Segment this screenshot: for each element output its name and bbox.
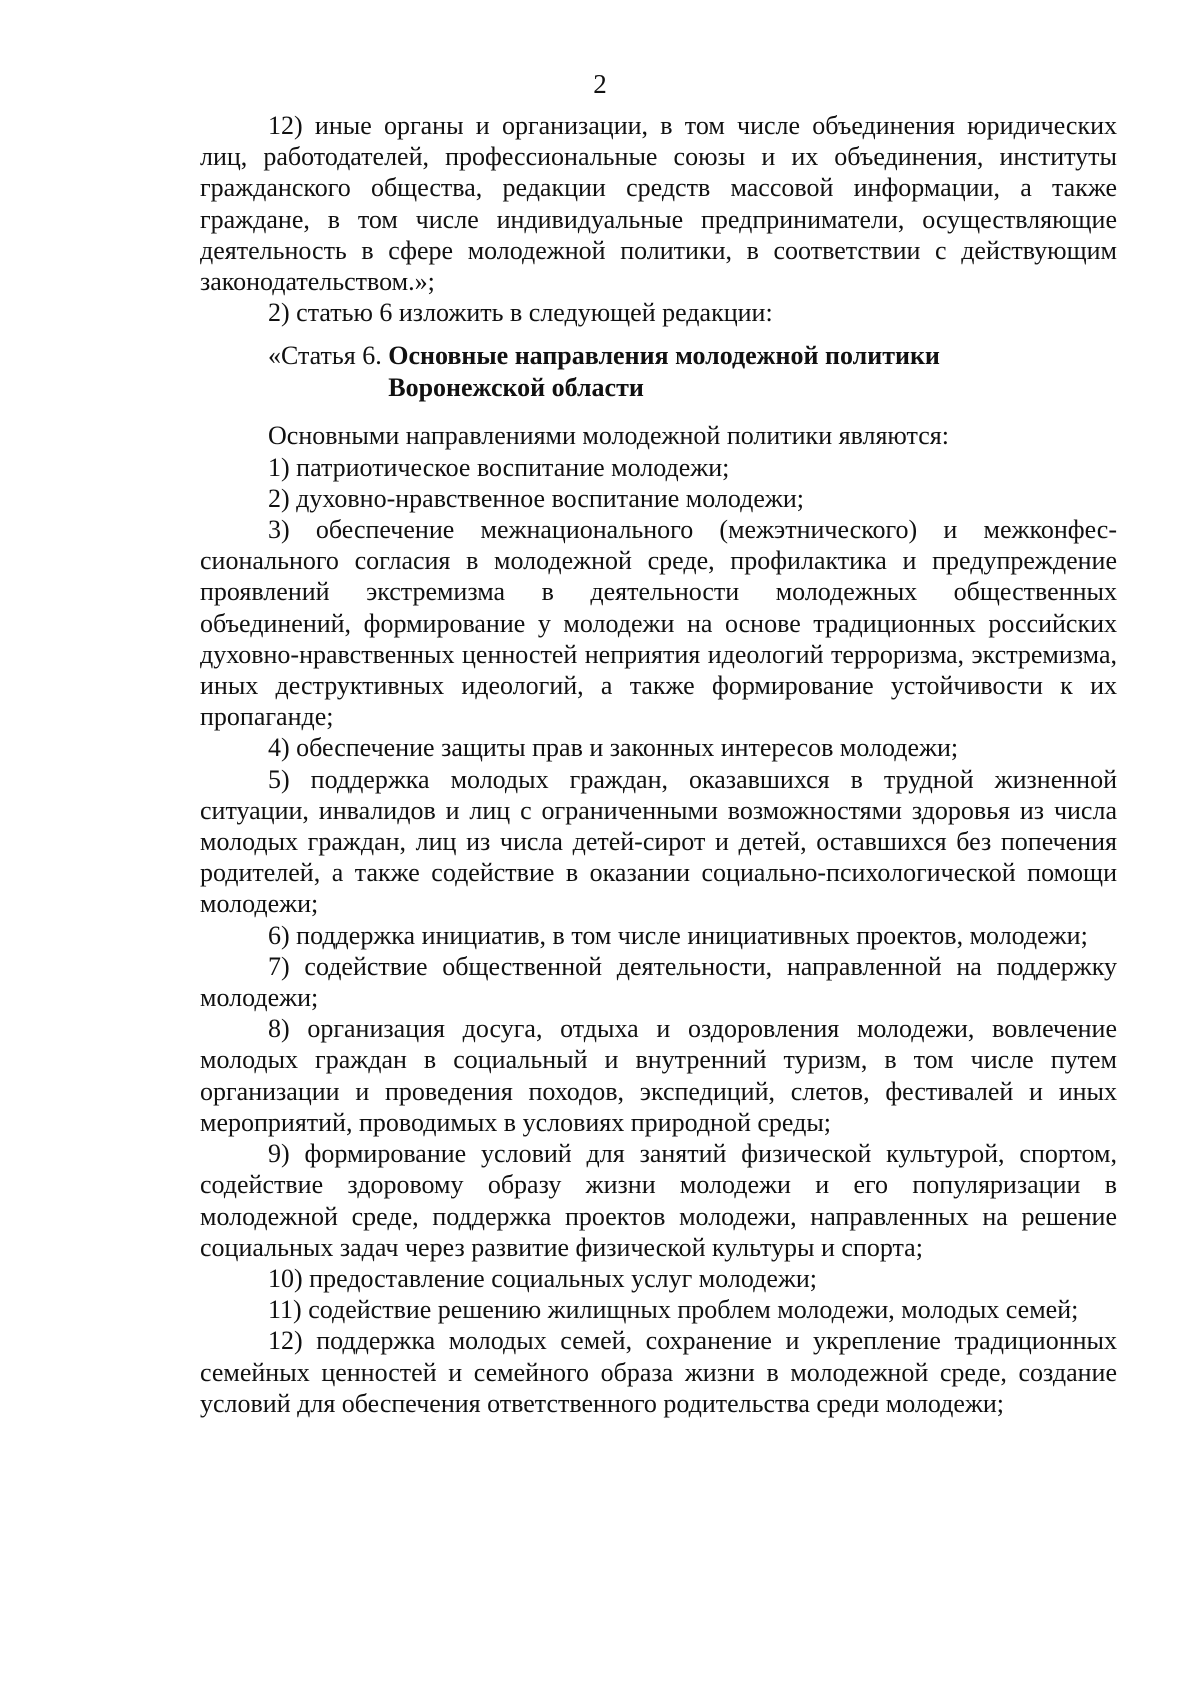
article-number: «Статья 6. <box>268 341 389 371</box>
list-item-1: 1) патриотическое воспитание молодежи; <box>268 452 730 482</box>
list-item-5: 5) поддержка молодых граждан, оказавшихся в трудной жизненной ситуации, инвалидов и лиц с ограниченными возможностями здоровья из числа молодых граждан, лиц из числа детей-сирот и детей, оставшихся без попечения родителей, а также содействие в оказании социально-психологической помощи молодежи; <box>200 764 1117 919</box>
list-item-11: 11) содействие решению жилищных проблем молодежи, молодых семей; <box>268 1295 1079 1325</box>
article-title: Основные направления молодежной политики Воронежской области <box>388 341 940 403</box>
paragraph-item-12-organizations: 12) иные органы и организации, в том числе объединения юридических лиц, работодателей, профессиональные союзы и их объединения, институты гражданского общества, редакции средств массовой информации, а также граждане, в том числе индивидуальные предприниматели, осуществляющие деятельность в сфере молодежной политики, в соответствии с действующим законодательством.»; <box>200 111 1117 297</box>
list-item-4: 4) обеспечение защиты прав и законных интересов молодежи; <box>268 733 959 763</box>
list-item-8: 8) организация досуга, отдыха и оздоровления молодежи, вовлечение молодых граждан в социальный и внутренний туризм, в том числе путем организации и проведения походов, экспедиций, слетов, фестивалей и иных мероприятий, проводимых в условиях природной среды; <box>200 1014 1117 1137</box>
list-item-10: 10) предоставление социальных услуг молодежи; <box>268 1263 817 1293</box>
document-body <box>200 110 1117 1419</box>
paragraph-amend-article-6: 2) статью 6 изложить в следующей редакции: <box>268 298 773 328</box>
list-intro: Основными направлениями молодежной политики являются: <box>268 421 949 451</box>
list-item-2: 2) духовно-нравственное воспитание молодежи; <box>268 483 804 513</box>
page-number: 2 <box>593 69 607 99</box>
article-heading <box>200 340 1117 404</box>
list-item-7: 7) содействие общественной деятельности, направленной на поддержку молодежи; <box>200 951 1117 1013</box>
list-item-3: 3) обеспечение межнационального (межэтнического) и межконфессионального согласия в молодежной среде, профилактика и предупреждение проявлений экстремизма в деятельности молодежных общественных объединений, формирование у молодежи на основе традиционных российских духовно-нравственных ценностей неприятия идеологий терроризма, экстремизма, иных деструктивных идеологий, а также формирование устойчивости к их пропаганде; <box>200 515 1117 732</box>
list-item-9: 9) формирование условий для занятий физической культурой, спортом, содействие здоровому образу жизни молодежи и его популяризации в молодежной среде, поддержка проектов молодежи, направленных на решение социальных задач через развитие физической культуры и спорта; <box>200 1139 1117 1262</box>
list-item-6: 6) поддержка инициатив, в том числе инициативных проектов, молодежи; <box>268 920 1088 950</box>
list-item-12: 12) поддержка молодых семей, сохранение и укрепление традиционных семейных ценностей и семейного образа жизни в молодежной среде, создание условий для обеспечения ответственного родительства среди молодежи; <box>200 1326 1117 1418</box>
